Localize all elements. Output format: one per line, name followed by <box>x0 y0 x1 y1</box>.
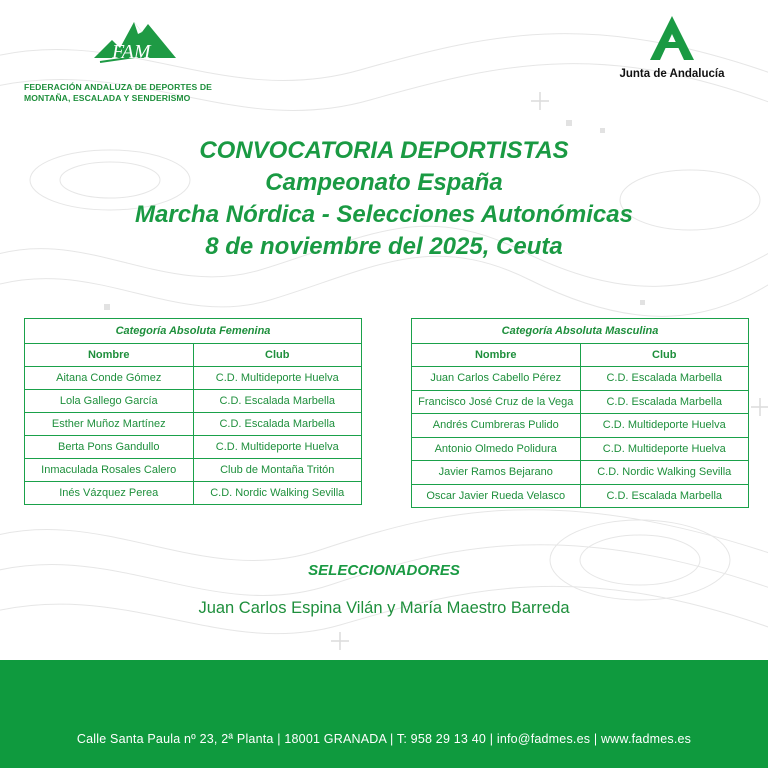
female-table-heading: Categoría Absoluta Femenina <box>25 319 362 344</box>
athlete-club: C.D. Escalada Marbella <box>193 390 362 413</box>
athlete-name: Antonio Olmedo Polidura <box>412 437 581 461</box>
athlete-name: Lola Gallego García <box>25 390 194 413</box>
athlete-club: C.D. Nordic Walking Sevilla <box>193 482 362 505</box>
table-row <box>25 390 362 413</box>
athlete-name: Aitana Conde Gómez <box>25 367 194 390</box>
table-row <box>412 437 749 461</box>
female-col-club: Club <box>193 344 362 367</box>
table-row <box>25 436 362 459</box>
title-line2: Campeonato España <box>265 169 503 196</box>
table-row <box>25 482 362 505</box>
athlete-name: Inés Vázquez Perea <box>25 482 194 505</box>
athlete-club: C.D. Multideporte Huelva <box>193 367 362 390</box>
athlete-club: C.D. Multideporte Huelva <box>580 437 749 461</box>
footer-contact: Calle Santa Paula nº 23, 2ª Planta | 18001 GRANADA | T: 958 29 13 40 | info@fadmes.es | www.fadmes.es <box>76 732 692 746</box>
selectors-heading: SELECCIONADORES <box>308 562 460 579</box>
athlete-club: C.D. Multideporte Huelva <box>580 414 749 438</box>
junta-logo-icon <box>644 14 700 62</box>
athlete-name: Javier Ramos Bejarano <box>412 461 581 485</box>
female-table <box>24 318 362 505</box>
athlete-club: Club de Montaña Tritón <box>193 459 362 482</box>
athlete-name: Esther Muñoz Martínez <box>25 413 194 436</box>
title-line1: CONVOCATORIA DEPORTISTAS <box>199 137 569 164</box>
table-row <box>25 367 362 390</box>
junta-header <box>612 14 732 80</box>
female-table-body <box>25 367 362 505</box>
table-row <box>25 413 362 436</box>
female-col-name: Nombre <box>25 344 194 367</box>
athlete-club: C.D. Nordic Walking Sevilla <box>580 461 749 485</box>
athlete-name: Inmaculada Rosales Calero <box>25 459 194 482</box>
athlete-club: C.D. Escalada Marbella <box>580 484 749 508</box>
male-table-heading: Categoría Absoluta Masculina <box>412 319 749 344</box>
athlete-club: C.D. Escalada Marbella <box>193 413 362 436</box>
junta-name: Junta de Andalucía <box>619 68 725 80</box>
selectors-names: Juan Carlos Espina Vilán y María Maestro Barreda <box>198 599 570 617</box>
athlete-club: C.D. Escalada Marbella <box>580 367 749 391</box>
federation-name-line1: FEDERACIÓN ANDALUZA DE DEPORTES DE <box>24 82 213 92</box>
federation-name-line2: MONTAÑA, ESCALADA Y SENDERISMO <box>24 93 191 103</box>
male-col-name: Nombre <box>412 344 581 367</box>
title-line3: Marcha Nórdica - Selecciones Autonómicas <box>135 201 633 228</box>
fam-logo-text: FAM <box>112 41 151 63</box>
fam-logo <box>90 14 180 76</box>
federation-name <box>24 82 224 104</box>
title-line4: 8 de noviembre del 2025, Ceuta <box>205 233 563 260</box>
table-row <box>412 367 749 391</box>
table-row <box>412 390 749 414</box>
athlete-name: Berta Pons Gandullo <box>25 436 194 459</box>
table-row <box>25 459 362 482</box>
athlete-club: C.D. Multideporte Huelva <box>193 436 362 459</box>
footer-bar <box>0 660 768 768</box>
table-row <box>412 484 749 508</box>
male-col-club: Club <box>580 344 749 367</box>
male-table <box>411 318 749 508</box>
table-row <box>412 414 749 438</box>
athlete-name: Francisco José Cruz de la Vega <box>412 390 581 414</box>
male-table-body <box>412 367 749 508</box>
athlete-club: C.D. Escalada Marbella <box>580 390 749 414</box>
athlete-name: Andrés Cumbreras Pulido <box>412 414 581 438</box>
athlete-name: Juan Carlos Cabello Pérez <box>412 367 581 391</box>
page-title <box>0 135 768 263</box>
athlete-name: Oscar Javier Rueda Velasco <box>412 484 581 508</box>
table-row <box>412 461 749 485</box>
